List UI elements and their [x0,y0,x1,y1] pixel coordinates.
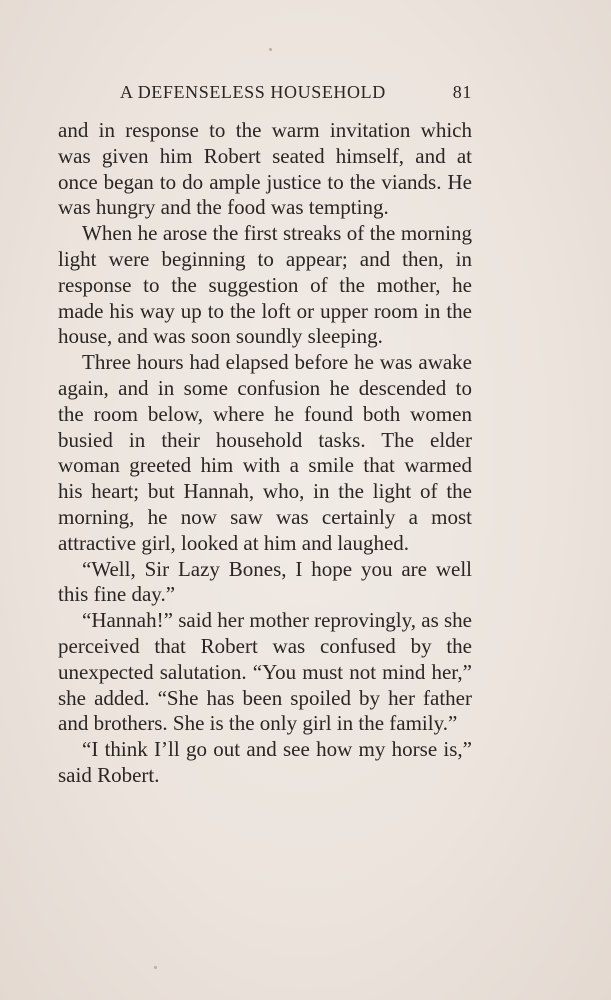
paragraph: and in response to the warm invitation which was given him Robert seated himself, and at once began to do ample justice to the viands. He was hungry and the food was tempting. [58,118,472,220]
page-number: 81 [452,82,472,102]
paragraph: Three hours had elapsed before he was awake again, and in some confusion he descended to the room below, where he found both women busied in their household tasks. The elder woman greeted him with a smile that warmed his heart; but Hannah, who, in the light of the morning, he now saw was certainly a most attractive girl, looked at him and laughed. [58,350,472,555]
paper-speck [269,48,272,51]
page-header [58,82,472,108]
paragraph: When he arose the first streaks of the morning light were beginning to appear; and then, in response to the suggestion of the mother, he made his way up to the loft or upper room in the house, and was soon soundly sleeping. [58,221,472,349]
paper-speck [154,966,157,969]
paragraph: “I think I’ll go out and see how my horse is,” said Robert. [58,737,472,787]
running-title: A DEFENSELESS HOUSEHOLD [120,82,386,102]
paragraph: “Hannah!” said her mother reprovingly, as she perceived that Robert was confused by the unexpected salutation. “You must not mind her,” she added. “She has been spoiled by her father and brothers. She is the only girl in the family.” [58,608,472,736]
body-text [58,118,472,789]
paragraph: “Well, Sir Lazy Bones, I hope you are well this fine day.” [58,556,472,607]
